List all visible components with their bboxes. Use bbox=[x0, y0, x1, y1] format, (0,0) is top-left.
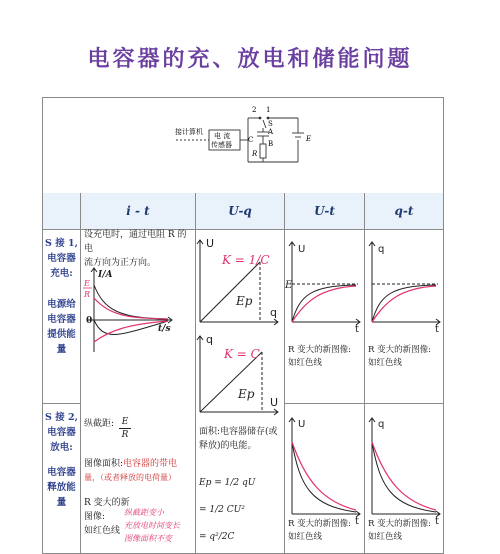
it-origin: 0 bbox=[86, 316, 93, 326]
label-switch-2: 2 bbox=[252, 106, 257, 114]
uq-hand-ep2: Ep bbox=[238, 387, 255, 401]
area-red: 量，（或者释放的电荷量） bbox=[84, 473, 176, 482]
r-label: 如红色线 bbox=[368, 532, 403, 542]
qt-r-note-discharge bbox=[368, 518, 442, 544]
qt-axis-q2: q bbox=[378, 419, 385, 430]
row-text: 充电: bbox=[50, 268, 73, 279]
page-title: 电容器的充、放电和储能问题 bbox=[87, 46, 413, 72]
uq-axis-q2: q bbox=[206, 333, 213, 346]
note-line: 设充电时，通过电阻 R 的电 bbox=[84, 230, 187, 254]
row-text: 电容器 bbox=[47, 253, 76, 264]
hand-note: 纵截距变小 bbox=[124, 508, 164, 517]
header-uq: U-q bbox=[196, 193, 284, 229]
it-axis-i: I/A bbox=[98, 270, 113, 280]
row-text: S 接 1, bbox=[45, 238, 78, 249]
it-axis-t: t/s bbox=[158, 324, 171, 334]
uq-axis-q: q bbox=[270, 306, 277, 319]
ut-axis-t2: t bbox=[355, 516, 359, 527]
area-red: 电容器的带电 bbox=[123, 459, 178, 469]
row-text: S 接 2, bbox=[45, 412, 78, 423]
qt-r-note-charge bbox=[368, 344, 442, 370]
note-line: 面积:电容器储存(或 bbox=[199, 427, 278, 437]
row-text: 电源给 bbox=[47, 299, 76, 310]
qt-axis-t2: t bbox=[435, 516, 439, 527]
header-ut: U-t bbox=[285, 193, 364, 229]
label-computer: 接计算机 bbox=[175, 128, 203, 136]
r-label: R 变大的新图像: bbox=[368, 519, 431, 529]
row-text: 提供能 bbox=[47, 329, 76, 340]
ut-axis-U: U bbox=[298, 244, 306, 255]
header-qt: q-t bbox=[365, 193, 443, 229]
qt-axis-t: t bbox=[435, 324, 439, 335]
qt-axis-q: q bbox=[378, 244, 385, 255]
row-text: 释放能 bbox=[47, 482, 76, 493]
row-text: 放电: bbox=[50, 442, 73, 453]
intercept-label: 纵截距: bbox=[84, 419, 115, 429]
row-text: 量 bbox=[56, 497, 67, 508]
uq-axis-U2: U bbox=[270, 396, 279, 409]
label-sensor-1: 电 流 bbox=[214, 132, 231, 140]
row-text: 电容器 bbox=[47, 427, 76, 438]
r-label: R 变大的新图像: bbox=[368, 345, 431, 355]
ut-axis-t: t bbox=[355, 324, 359, 335]
label-B: B bbox=[268, 140, 274, 148]
r-label: R 变大的新图像: bbox=[288, 519, 351, 529]
equation: = 1/2 CU² bbox=[199, 505, 245, 515]
it-hand-R: R bbox=[84, 290, 91, 299]
r-label: R 变大的新图像: bbox=[84, 498, 130, 522]
fraction-num: E bbox=[119, 416, 131, 429]
label-E: E bbox=[306, 135, 312, 143]
it-hand-E: E bbox=[84, 279, 90, 288]
uq-hand-ep: Ep bbox=[236, 294, 253, 308]
label-sensor-2: 传感器 bbox=[211, 141, 232, 149]
r-label: 如红色线 bbox=[288, 358, 323, 368]
label-A: A bbox=[268, 128, 274, 136]
ut-axis-U2: U bbox=[298, 419, 306, 430]
row-text: 电容器 bbox=[47, 314, 76, 325]
r-label: 如红色线 bbox=[84, 526, 121, 536]
note-line: 流方向为正方向。 bbox=[84, 258, 157, 268]
label-S: S bbox=[268, 120, 273, 128]
row-text: 电容器 bbox=[47, 467, 76, 478]
note-line: 释放)的电能。 bbox=[199, 441, 257, 451]
area-label: 图像面积: bbox=[84, 459, 124, 469]
row-text: 量 bbox=[56, 344, 67, 355]
equation: Ep = 1/2 qU bbox=[199, 478, 256, 488]
hand-note: 图像面积不变 bbox=[124, 534, 172, 543]
r-label: R 变大的新图像: bbox=[288, 345, 351, 355]
r-label: 如红色线 bbox=[368, 358, 403, 368]
uq-hand-k1: K = 1/C bbox=[222, 253, 270, 267]
header-it: i - t bbox=[81, 193, 195, 229]
equation: = q²/2C bbox=[199, 532, 235, 542]
r-label: 如红色线 bbox=[288, 532, 323, 542]
label-C: C bbox=[248, 136, 254, 144]
fraction-den: R bbox=[121, 430, 129, 440]
label-R: R bbox=[252, 150, 258, 158]
label-switch-1: 1 bbox=[266, 106, 271, 114]
hand-note: 充放电时间变长 bbox=[124, 521, 180, 530]
uq-hand-k2: K = C bbox=[224, 347, 260, 361]
ut-hand-E: E bbox=[285, 280, 293, 291]
uq-axis-U: U bbox=[206, 237, 215, 250]
